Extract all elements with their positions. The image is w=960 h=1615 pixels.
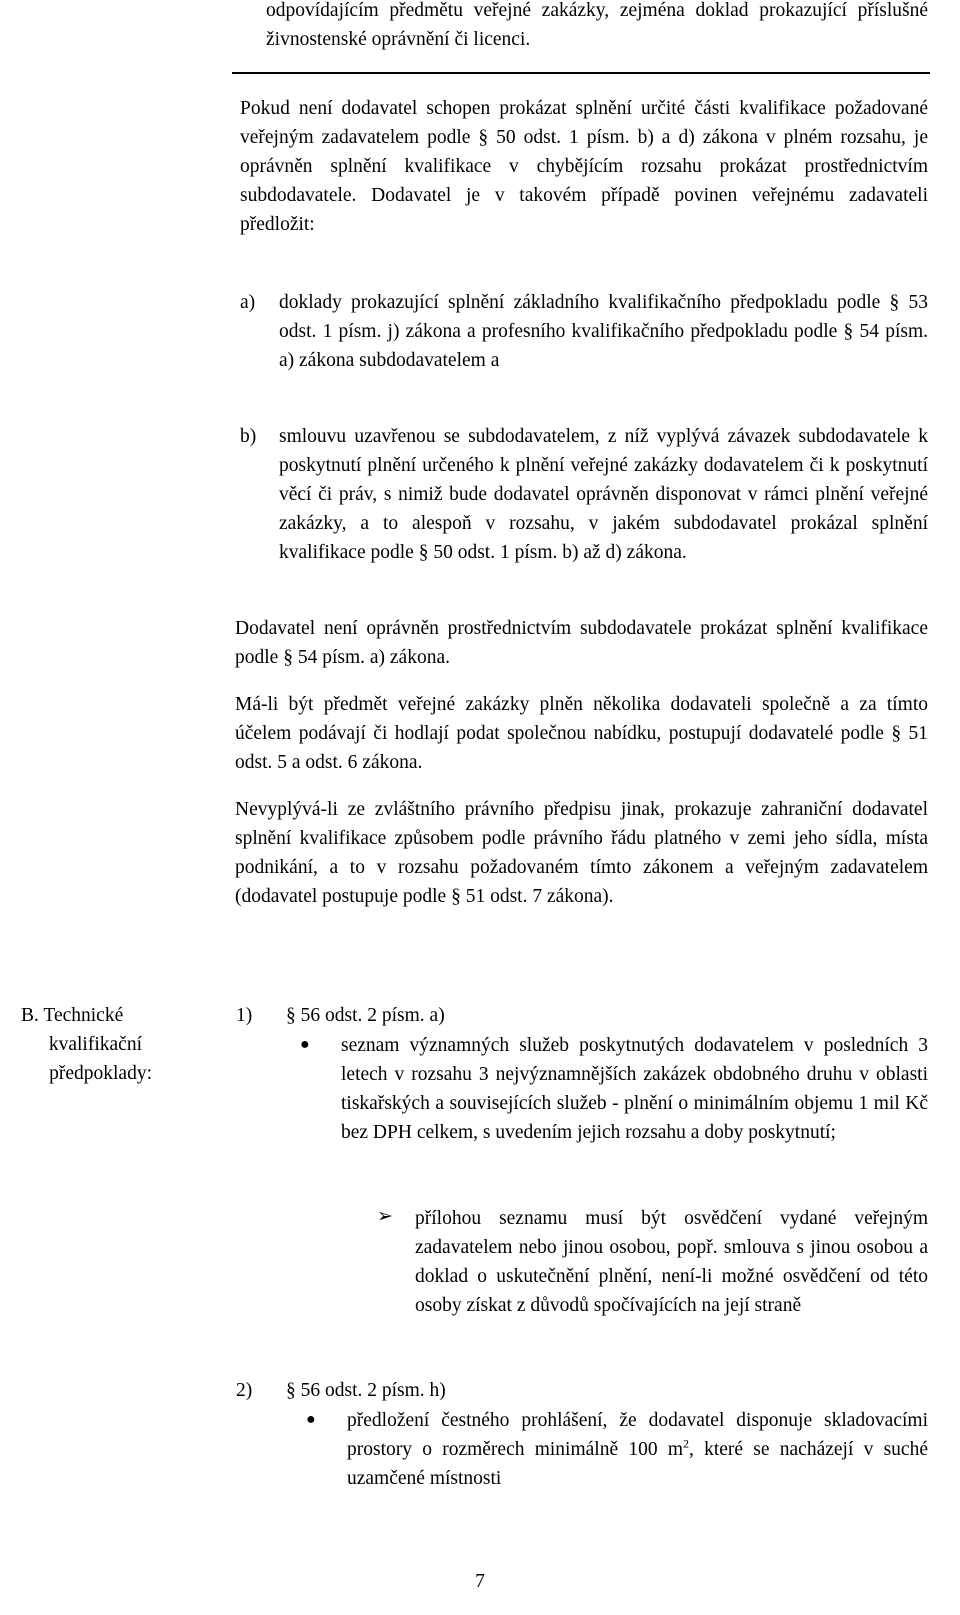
item-2-bullet-main: předložení čestného prohlášení, že dodavatel disponuje skladovacími prostory o rozměrech minimálně 100 m: [347, 1410, 928, 1460]
list-marker-b: b): [240, 426, 257, 447]
section-b-label-line2: kvalifikační: [48, 1034, 142, 1055]
list-item-b: smlouvu uzavřenou se subdodavatelem, z níž vyplývá závazek subdodavatele k poskytnutí plnění určeného k plnění veřejné zakázky dodavatelem či k poskytnutí věcí či práv, s nimiž bude dodavatel oprávněn disponovat v rámci plnění veřejné zakázky, a to alespoň v rozsahu, v jakém subdodavatel prokázal splnění kvalifikace podle § 50 odst. 1 písm. b) až d) zákona.: [279, 426, 928, 563]
section-b-label: [0, 1001, 178, 1088]
list-item-a: doklady prokazující splnění základního kvalifikačního předpokladu podle § 53 odst. 1 písm. j) zákona a profesního kvalifikačního předpokladu podle § 54 písm. a) zákona subdodavatelem a: [279, 292, 928, 371]
item-1-sub-bullet-text: přílohou seznamu musí být osvědčení vydané veřejným zadavatelem nebo jinou osobou, popř. smlouva s jinou osobou a doklad o uskutečnění plnění, není-li možné osvědčení od této osoby získat z důvodů spočívajících na její straně: [415, 1208, 928, 1316]
arrowhead-bullet-icon: ➢: [377, 1205, 393, 1227]
item-1-heading: § 56 odst. 2 písm. a): [286, 1005, 445, 1026]
item-2-number: 2): [236, 1380, 253, 1401]
section-b-label-line1: B. Technické: [21, 1005, 124, 1026]
list-marker-a: a): [240, 292, 256, 313]
item-2-bullet-text: [347, 1406, 928, 1493]
not-entitled-paragraph: Dodavatel není oprávněn prostřednictvím subdodavatele prokázat splnění kvalifikace podle § 54 písm. a) zákona.: [235, 618, 928, 668]
item-2-bullet-tail: , které se nacházejí v suché uzamčené místnosti: [347, 1439, 928, 1489]
filled-circle-bullet-icon: ●: [306, 1411, 316, 1428]
separator-rule: [232, 72, 930, 74]
subcontractor-paragraph: Pokud není dodavatel schopen prokázat splnění určité části kvalifikace požadované veřejným zadavatelem podle § 50 odst. 1 písm. b) a d) zákona v plném rozsahu, je oprávněn splnění kvalifikace v chybějícím rozsahu prokázat prostřednictvím subdodavatele. Dodavatel je v takovém případě povinen veřejnému zadavateli předložit:: [240, 98, 928, 235]
joint-bid-paragraph: Má-li být předmět veřejné zakázky plněn několika dodavateli společně a za tímto účelem podávají či hodlají podat společnou nabídku, postupují dodavatelé podle § 51 odst. 5 a odst. 6 zákona.: [235, 694, 928, 773]
intro-paragraph-tail: odpovídajícím předmětu veřejné zakázky, zejména doklad prokazující příslušné živnostenské oprávnění či licenci.: [266, 0, 928, 50]
foreign-supplier-paragraph: Nevyplývá-li ze zvláštního právního předpisu jinak, prokazuje zahraniční dodavatel splnění kvalifikace způsobem podle právního řádu platného v zemi jeho sídla, místa podnikání, a to v rozsahu požadovaném tímto zákonem a veřejným zadavatelem (dodavatel postupuje podle § 51 odst. 7 zákona).: [235, 799, 928, 907]
filled-circle-bullet-icon: ●: [300, 1036, 310, 1053]
page-number: 7: [475, 1571, 485, 1592]
section-b-label-line3: předpoklady:: [49, 1063, 152, 1084]
item-2-heading: § 56 odst. 2 písm. h): [286, 1380, 446, 1401]
item-1-bullet-text: seznam významných služeb poskytnutých dodavatelem v posledních 3 letech v rozsahu 3 nejvýznamnějších zakázek obdobného druhu v oblasti tiskařských a souvisejících služeb - plnění o minimálním objemu 1 mil Kč bez DPH celkem, s uvedením jejich rozsahu a doby poskytnutí;: [341, 1035, 928, 1143]
square-unit-superscript: 2: [682, 1436, 689, 1451]
item-1-number: 1): [236, 1005, 253, 1026]
